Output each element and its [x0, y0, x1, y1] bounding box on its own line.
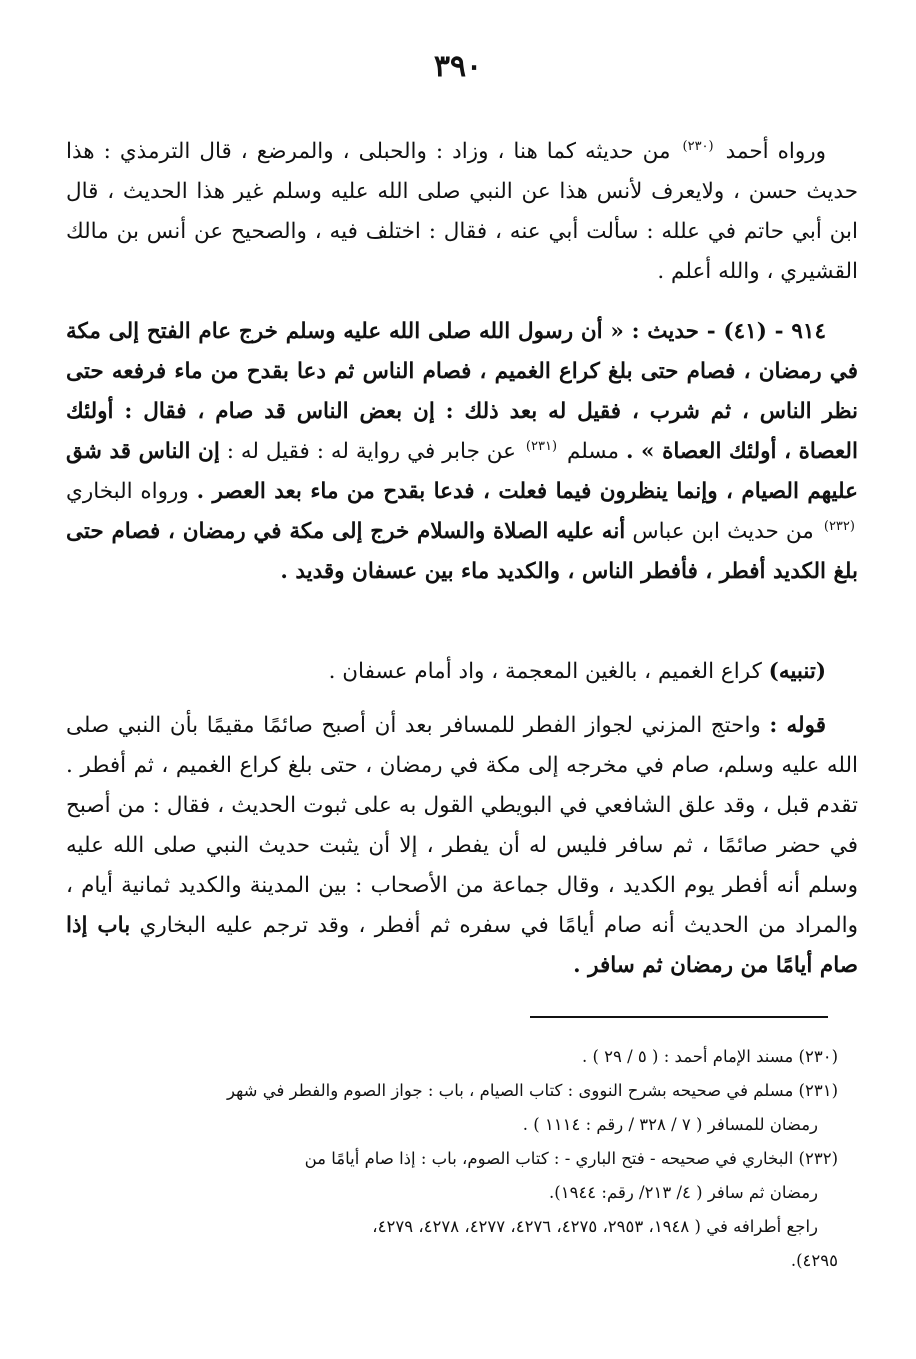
text-segment: ورواه أحمد: [725, 139, 827, 164]
paragraph-ahmad-narration: [66, 132, 858, 292]
footnote-ref-230: (٢٣٠): [682, 138, 714, 154]
paragraph-note: [66, 652, 858, 692]
chapter-title-bold: باب إذا صام أيامًا من رمضان ثم سافر .: [66, 913, 858, 978]
footnote-232: (٢٣٢) البخاري في صحيحه - فتح الباري - : كتاب الصوم، باب : إذا صام أيامًا من: [304, 1149, 838, 1168]
text-segment: ورواه البخاري: [66, 479, 189, 504]
text-segment: عن جابر في رواية له : فقيل له :: [226, 439, 516, 464]
footnotes: [70, 1040, 838, 1278]
text-segment: من حديثه كما هنا ، وزاد : والحبلى ، والمرضع ، قال الترمذي : هذا حديث حسن ، ولايعرف لأنس هذا عن النبي صلى الله عليه وسلم غير هذا الحديث ، قال ابن أبي حاتم في علله : سألت أبي عنه ، فقال : اختلف فيه ، والصحيح عن أنس بن مالك القشيري ، والله أعلم .: [66, 139, 858, 284]
footnote-230: (٢٣٠) مسند الإمام أحمد : ( ٥ / ٢٩ ) .: [581, 1047, 838, 1066]
footnote-ref-232: (٢٣٢): [823, 518, 855, 534]
paragraph-commentary: [66, 706, 858, 986]
footnote-232-references-end: ٤٢٩٥).: [790, 1251, 838, 1270]
footnote-231: (٢٣١) مسلم في صحيحه بشرح النووى : كتاب الصيام ، باب : جواز الصوم والفطر في شهر: [226, 1081, 838, 1100]
footnote-divider: [530, 1016, 828, 1018]
hadith-text-bold: أنه عليه الصلاة والسلام خرج إلى مكة في رمضان ، فصام حتى بلغ الكديد أفطر ، فأفطر الناس ، والكديد ماء بين عسفان وقديد .: [66, 519, 858, 584]
hadith-text-bold: ٩١٤ - (٤١) - حديث : « أن رسول الله صلى الله عليه وسلم خرج عام الفتح إلى مكة في رمضان ، فصام حتى بلغ كراع الغميم ، فصام الناس ثم دعا بقدح من ماء فرفعه حتى نظر الناس ، ثم شرب ، فقيل له بعد ذلك : إن بعض الناس قد صام ، فقال : أولئك العصاة ، أولئك العصاة » .: [66, 319, 858, 464]
commentary-label: قوله :: [769, 713, 826, 738]
footnote-ref-231: (٢٣١): [525, 438, 558, 454]
text-segment: مسلم: [566, 439, 620, 464]
text-segment: كراع الغميم ، بالغين المعجمة ، واد أمام عسفان .: [328, 659, 762, 684]
footnote-231-continued: رمضان للمسافر ( ٧ / ٣٢٨ / رقم : ١١١٤ ) .: [522, 1115, 818, 1134]
footnote-232-references: راجع أطرافه في ( ١٩٤٨، ٢٩٥٣، ٤٢٧٥، ٤٢٧٦، ٤٢٧٧، ٤٢٧٨، ٤٢٧٩،: [372, 1217, 818, 1236]
text-segment: واحتج المزني لجواز الفطر للمسافر بعد أن أصبح صائمًا مقيمًا بأن النبي صلى الله عليه وسلم، صام في مخرجه إلى مكة في رمضان ، حتى بلغ كراع الغميم ، ثم أفطر . تقدم قبل ، وقد علق الشافعي في البويطي القول به على ثبوت الحديث ، فقال : من أصبح في حضر صائمًا ، ثم سافر فليس له أن يفطر ، إلا أن يثبت حديث النبي صلى الله عليه وسلم أنه أفطر يوم الكديد ، وقال جماعة من الأصحاب : بين المدينة والكديد ثمانية أيام ، والمراد من الحديث أنه صام أيامًا في سفره ثم أفطر ، وقد ترجم عليه البخاري: [66, 713, 858, 938]
text-segment: من حديث ابن عباس: [632, 519, 814, 544]
note-label: (تنبيه): [768, 659, 826, 684]
paragraph-hadith-914: [66, 312, 858, 592]
page-number: ٣٩٠: [433, 49, 483, 84]
footnote-232-continued: رمضان ثم سافر ( ٤/ ٢١٣/ رقم: ١٩٤٤).: [549, 1183, 818, 1202]
hadith-text-bold: إن الناس قد شق عليهم الصيام ، وإنما ينظرون فيما فعلت ، فدعا بقدح من ماء بعد العصر .: [66, 439, 858, 504]
